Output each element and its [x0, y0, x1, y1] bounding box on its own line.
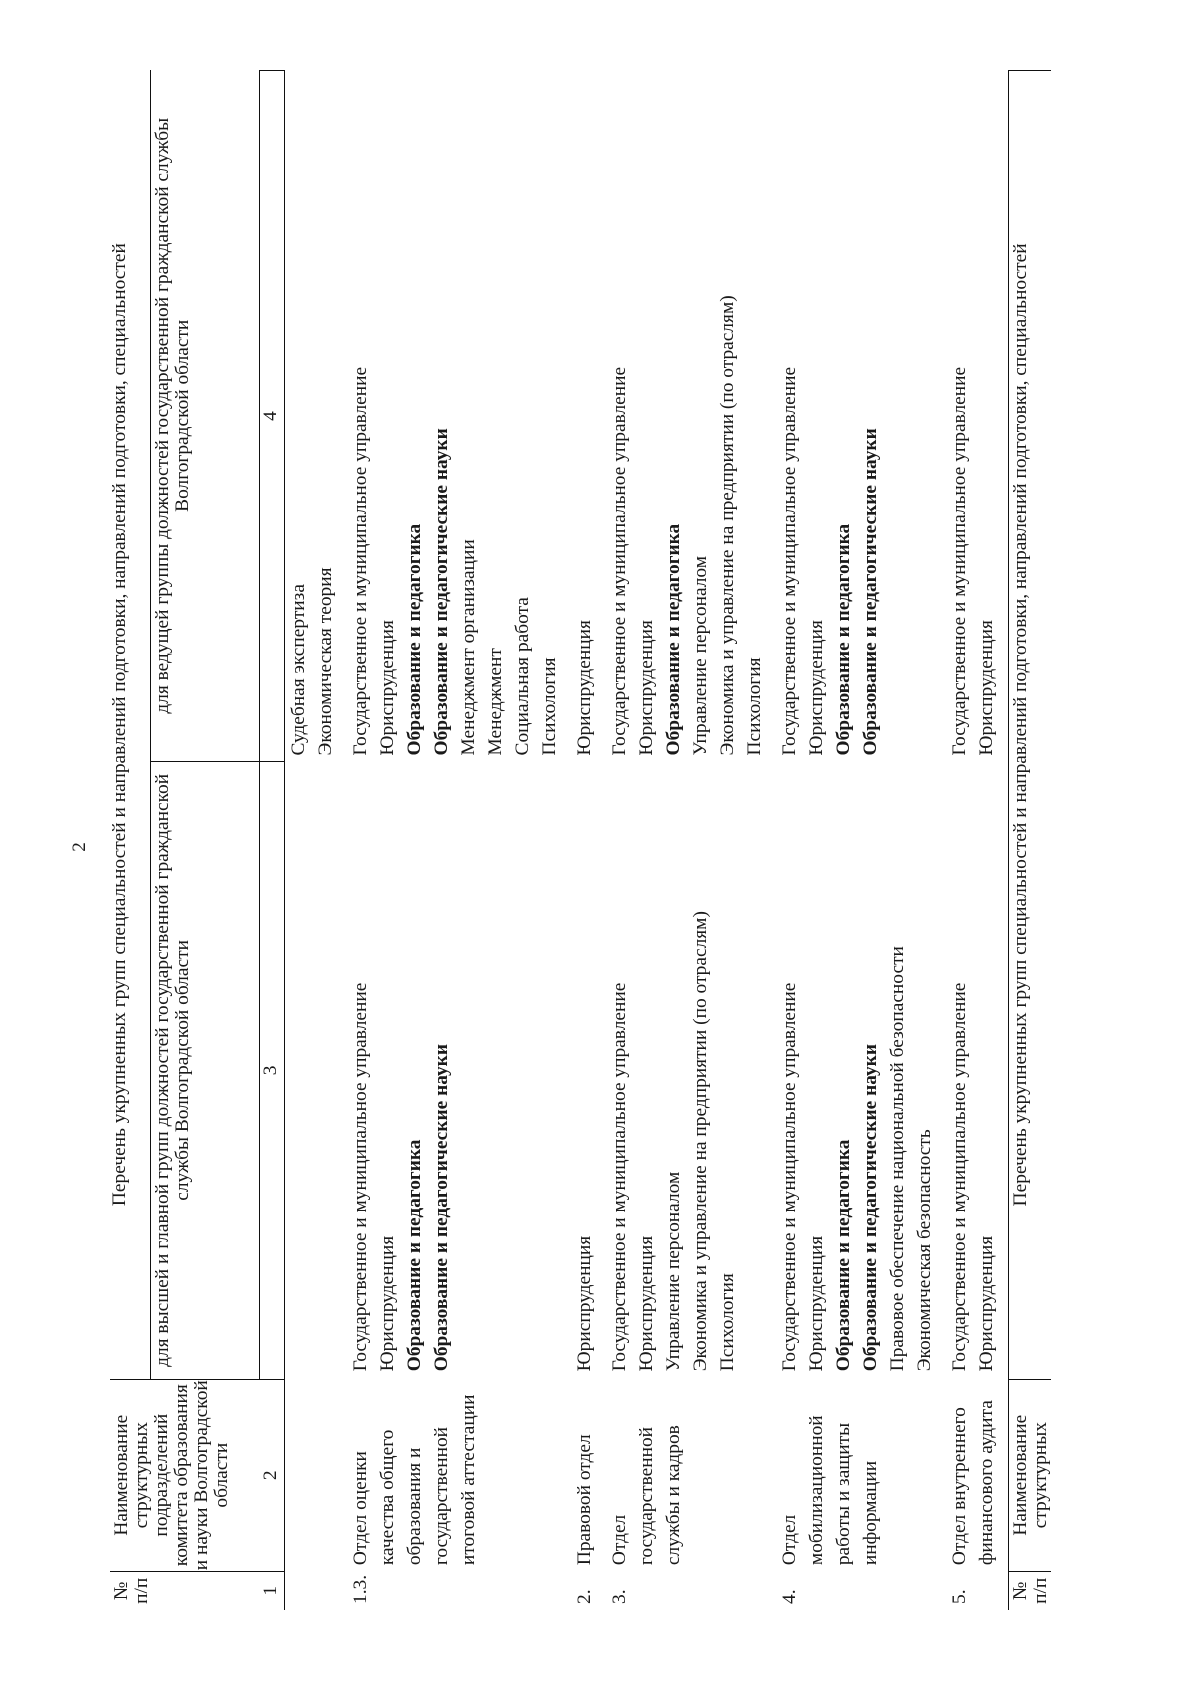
table-body	[285, 71, 1009, 1611]
department-name: Отдел мобилизационной работы и защиты информации	[779, 1415, 881, 1566]
specialty-item: Образование и педагогика	[404, 1139, 425, 1372]
footer-span: Перечень укрупненных групп специальностей и направлений подготовки, направлений подготовки, специальностей	[1009, 71, 1052, 1380]
specialty-item: Психология	[717, 1273, 738, 1372]
row-spacer	[339, 71, 347, 1611]
specialty-item: Образование и педагогика	[663, 523, 684, 756]
header-col-1: 1	[260, 1571, 285, 1610]
specialty-item: Образование и педагогика	[404, 523, 425, 756]
specialty-item: Правовое обеспечение национальной безопасности	[887, 946, 908, 1372]
higher-group-specialties	[571, 761, 598, 1379]
department-name: Отдел внутреннего финансового аудита	[949, 1400, 997, 1566]
specialty-item: Экономика и управление на предприятии (по отраслям)	[717, 295, 738, 756]
leading-group-specialties	[946, 71, 1000, 762]
specialty-item: Юриспруденция	[636, 620, 657, 756]
specialty-item: Юриспруденция	[806, 620, 827, 756]
footer-dept: Наименование структурных	[1009, 1379, 1052, 1571]
specialty-item: Образование и педагогические науки	[860, 428, 881, 756]
department-name	[285, 1379, 340, 1571]
specialty-item: Государственное и муниципальное управление	[949, 982, 970, 1372]
specialty-item: Юриспруденция	[806, 1235, 827, 1372]
specialty-item: Образование и педагогические науки	[431, 1044, 452, 1372]
row-number: 4.	[779, 1589, 800, 1604]
specialty-item: Юриспруденция	[377, 1235, 398, 1372]
department-name: Отдел государственной службы и кадров	[609, 1425, 684, 1566]
specialty-item: Государственное и муниципальное управление	[609, 366, 630, 756]
specialty-item: Образование и педагогика	[833, 523, 854, 756]
specialty-item: Государственное и муниципальное управление	[779, 982, 800, 1372]
leading-group-specialties	[347, 71, 563, 762]
specialty-item: Управление персоналом	[690, 555, 711, 756]
specialty-item: Экономика и управление на предприятии (по отраслям)	[690, 911, 711, 1372]
leading-group-specialties	[571, 71, 598, 762]
header-num: № п/п	[111, 1577, 152, 1604]
table-row	[946, 71, 1000, 1611]
leading-group-specialties	[776, 71, 938, 762]
header-col-2: 2	[260, 1379, 285, 1571]
page-number: 2	[69, 842, 90, 852]
specialty-item: Государственное и муниципальное управление	[350, 366, 371, 756]
specialty-item: Юриспруденция	[976, 620, 997, 756]
specialty-item: Психология	[539, 657, 560, 756]
header-higher: для высшей и главной групп должностей государственной гражданской службы Волгоградской области	[151, 761, 260, 1379]
row-number: 2.	[574, 1589, 595, 1604]
specialty-item: Юриспруденция	[636, 1235, 657, 1372]
footer-num: № п/п	[1009, 1571, 1052, 1610]
specialty-item: Образование и педагогика	[833, 1139, 854, 1372]
specialty-item: Судебная экспертиза	[288, 584, 309, 756]
rotated-page-content	[110, 70, 1200, 1610]
specialty-item: Юриспруденция	[574, 1235, 595, 1372]
row-number	[285, 1571, 340, 1610]
specialty-item: Экономическая теория	[315, 567, 336, 756]
specialty-item: Менеджмент организации	[458, 539, 479, 756]
row-spacer	[563, 71, 571, 1611]
higher-group-specialties	[776, 761, 938, 1379]
row-spacer	[938, 71, 946, 1611]
table-row	[347, 71, 563, 1611]
specialty-item: Юриспруденция	[574, 620, 595, 756]
higher-group-specialties	[606, 761, 768, 1379]
specialty-item: Образование и педагогические науки	[860, 1044, 881, 1372]
header-col-3: 3	[260, 761, 285, 1379]
specialty-item: Государственное и муниципальное управление	[609, 982, 630, 1372]
specialties-table	[110, 70, 1051, 1610]
table-row	[571, 71, 598, 1611]
row-number: 3.	[609, 1589, 630, 1604]
higher-group-specialties	[285, 761, 340, 1379]
table-row	[606, 71, 768, 1611]
specialty-item: Управление персоналом	[663, 1171, 684, 1372]
specialty-item: Социальная работа	[512, 597, 533, 756]
department-name: Отдел оценки качества общего образования и государственной итоговой аттестации	[350, 1394, 479, 1566]
leading-group-specialties	[606, 71, 768, 762]
specialty-item: Менеджмент	[485, 648, 506, 756]
specialty-item: Психология	[744, 657, 765, 756]
specialty-item: Государственное и муниципальное управление	[779, 366, 800, 756]
higher-group-specialties	[946, 761, 1000, 1379]
row-number: 5.	[949, 1589, 970, 1604]
leading-group-specialties	[285, 71, 340, 762]
specialty-item: Государственное и муниципальное управление	[949, 366, 970, 756]
row-spacer	[768, 71, 776, 1611]
header-span: Перечень укрупненных групп специальностей и направлений подготовки, направлений подготовки, специальностей	[110, 71, 151, 1380]
specialty-item: Юриспруденция	[377, 620, 398, 756]
higher-group-specialties	[347, 761, 563, 1379]
table-row	[285, 71, 340, 1611]
specialty-item: Образование и педагогические науки	[431, 428, 452, 756]
header-col-4: 4	[260, 71, 285, 762]
specialty-item: Государственное и муниципальное управление	[350, 982, 371, 1372]
specialty-item: Юриспруденция	[976, 1235, 997, 1372]
row-spacer	[1000, 71, 1009, 1611]
row-number: 1.3.	[350, 1574, 371, 1604]
row-spacer	[598, 71, 606, 1611]
table-row	[776, 71, 938, 1611]
specialty-item: Экономическая безопасность	[914, 1129, 935, 1372]
header-dept: Наименование структурных подразделений комитета образования и науки Волгоградской области	[110, 1379, 260, 1571]
header-leading: для ведущей группы должностей государственной гражданской службы Волгоградской области	[151, 71, 260, 762]
department-name: Правовой отдел	[574, 1434, 595, 1566]
